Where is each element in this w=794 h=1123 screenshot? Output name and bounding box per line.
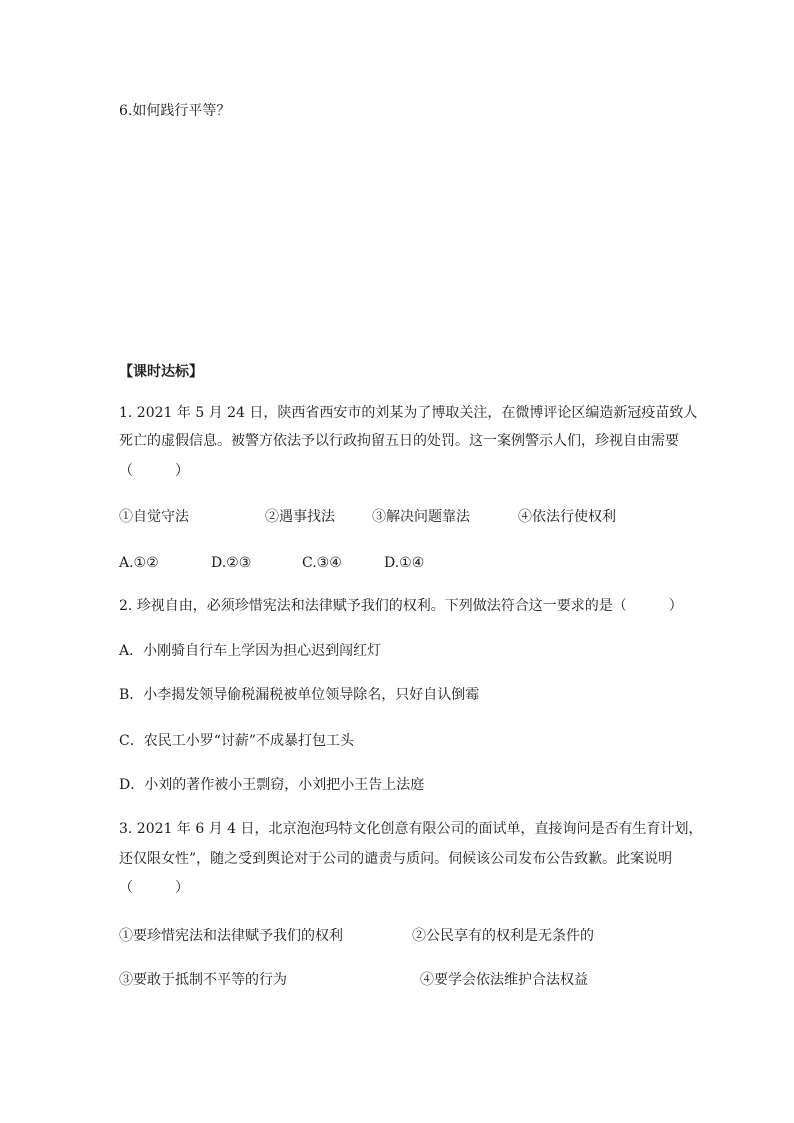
q1-item-2: ②遇事找法 bbox=[265, 509, 335, 525]
question-6: 6.如何践行平等？ bbox=[119, 103, 231, 119]
q2-choice-a: A．小刚骑自行车上学因为担心迟到闯红灯 bbox=[119, 643, 382, 659]
q2-choice-b: B．小李揭发领导偷税漏税被单位领导除名，只好自认倒霉 bbox=[119, 687, 480, 703]
q1-item-1: ①自觉守法 bbox=[119, 509, 189, 525]
question-1-line-1: 1. 2021 年 5 月 24 日，陕西省西安市的刘某为了博取关注，在微博评论区编造新冠疫苗致人 bbox=[119, 405, 698, 421]
q2-choice-d: D．小刘的著作被小王剽窃，小刘把小王告上法庭 bbox=[119, 777, 425, 793]
q1-choice-b: D.②③ bbox=[211, 555, 252, 571]
question-3-line-2: 还仅限女性”，随之受到舆论对于公司的谴责与质问。伺候该公司发布公告致歉。此案说明 bbox=[119, 851, 673, 867]
q1-item-4: ④依法行使权利 bbox=[518, 509, 616, 525]
q3-item-2: ②公民享有的权利是无条件的 bbox=[412, 928, 594, 944]
q1-item-3: ③解决问题靠法 bbox=[372, 509, 470, 525]
q3-item-1: ①要珍惜宪法和法律赋予我们的权利 bbox=[119, 928, 343, 944]
q3-item-4: ④要学会依法维护合法权益 bbox=[420, 972, 588, 988]
q1-choice-d: D.①④ bbox=[384, 555, 425, 571]
q1-choice-c: C.③④ bbox=[302, 555, 342, 571]
section-heading: 【课时达标】 bbox=[119, 364, 203, 380]
question-3-line-1: 3. 2021 年 6 月 4 日，北京泡泡玛特文化创意有限公司的面试单，直接询问是否有生育计划， bbox=[119, 821, 703, 837]
question-3-paren: （ ） bbox=[119, 880, 189, 896]
question-1-line-2: 死亡的虚假信息。被警方依法予以行政拘留五日的处罚。这一案例警示人们，珍视自由需要 bbox=[119, 433, 679, 449]
q3-item-3: ③要敢于抵制不平等的行为 bbox=[119, 972, 287, 988]
question-1-paren: （ ） bbox=[119, 463, 189, 479]
q2-choice-c: C．农民工小罗“讨薪”不成暴打包工头 bbox=[119, 733, 355, 749]
question-2-stem: 2. 珍视自由，必须珍惜宪法和法律赋予我们的权利。下列做法符合这一要求的是（ ） bbox=[119, 598, 683, 614]
q1-choice-a: A.①② bbox=[119, 555, 159, 571]
